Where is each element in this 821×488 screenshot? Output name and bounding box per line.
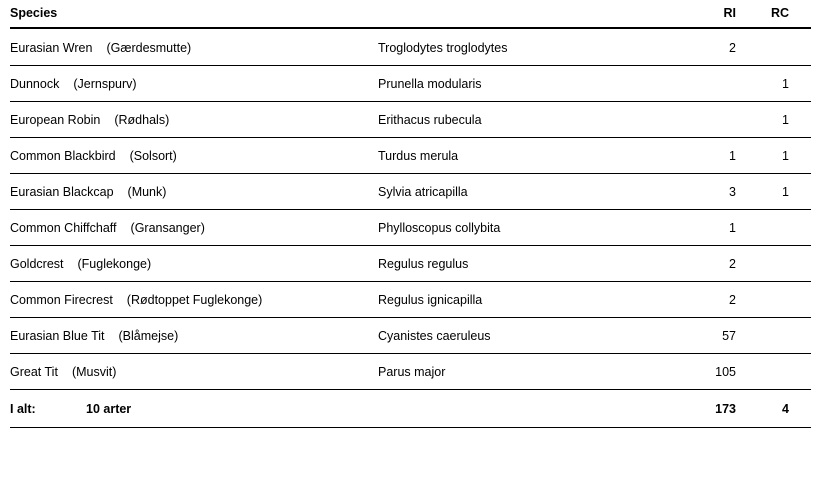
- rc-value: [748, 28, 811, 66]
- table-body: [10, 28, 811, 438]
- table-row: [10, 354, 811, 390]
- species-latin-name: Parus major: [378, 354, 678, 390]
- species-english-name: Common Firecrest: [10, 293, 113, 307]
- species-danish-name: (Rødhals): [114, 113, 170, 127]
- species-cell: [10, 210, 378, 246]
- ri-value: 2: [678, 28, 748, 66]
- column-header-ri: RI: [678, 0, 748, 28]
- species-danish-name: (Solsort): [129, 149, 177, 163]
- ri-value: [678, 66, 748, 102]
- species-english-name: Dunnock: [10, 77, 60, 91]
- total-latin: [378, 390, 678, 428]
- rc-value: 1: [748, 174, 811, 210]
- table-row: [10, 66, 811, 102]
- species-latin-name: Turdus merula: [378, 138, 678, 174]
- total-cell: [10, 390, 378, 428]
- species-danish-name: (Gærdesmutte): [106, 41, 192, 55]
- species-danish-name: (Fuglekonge): [77, 257, 152, 271]
- spacer-cell: [678, 428, 748, 439]
- species-english-name: Eurasian Wren: [10, 41, 93, 55]
- species-english-name: Eurasian Blue Tit: [10, 329, 105, 343]
- total-rc-value: 4: [748, 390, 811, 428]
- table-row: [10, 210, 811, 246]
- species-danish-name: (Blåmejse): [118, 329, 179, 343]
- rc-value: [748, 318, 811, 354]
- species-latin-name: Prunella modularis: [378, 66, 678, 102]
- species-latin-name: Sylvia atricapilla: [378, 174, 678, 210]
- species-cell: [10, 354, 378, 390]
- species-latin-name: Regulus ignicapilla: [378, 282, 678, 318]
- rc-value: [748, 210, 811, 246]
- species-english-name: Goldcrest: [10, 257, 64, 271]
- table-row: [10, 282, 811, 318]
- species-cell: [10, 138, 378, 174]
- rc-value: 1: [748, 138, 811, 174]
- ri-value: 105: [678, 354, 748, 390]
- ri-value: [678, 102, 748, 138]
- spacer-row: [10, 428, 811, 439]
- species-english-name: European Robin: [10, 113, 101, 127]
- table-row: [10, 138, 811, 174]
- table-row: [10, 28, 811, 66]
- ri-value: 1: [678, 210, 748, 246]
- species-english-name: Common Chiffchaff: [10, 221, 117, 235]
- ri-value: 57: [678, 318, 748, 354]
- rc-value: 1: [748, 102, 811, 138]
- species-latin-name: Phylloscopus collybita: [378, 210, 678, 246]
- species-table: [10, 0, 811, 438]
- column-header-species: Species: [10, 0, 378, 28]
- species-danish-name: (Musvit): [71, 365, 117, 379]
- total-ri-value: 173: [678, 390, 748, 428]
- species-cell: [10, 66, 378, 102]
- species-cell: [10, 282, 378, 318]
- species-latin-name: Erithacus rubecula: [378, 102, 678, 138]
- column-header-latin: [378, 0, 678, 28]
- rc-value: 1: [748, 66, 811, 102]
- species-english-name: Common Blackbird: [10, 149, 116, 163]
- rc-value: [748, 246, 811, 282]
- ri-value: 2: [678, 282, 748, 318]
- species-latin-name: Regulus regulus: [378, 246, 678, 282]
- total-species-count: 10 arter: [86, 402, 132, 416]
- spacer-cell: [10, 428, 378, 439]
- ri-value: 2: [678, 246, 748, 282]
- ri-value: 3: [678, 174, 748, 210]
- ri-value: 1: [678, 138, 748, 174]
- species-cell: [10, 174, 378, 210]
- species-cell: [10, 102, 378, 138]
- species-latin-name: Troglodytes troglodytes: [378, 28, 678, 66]
- species-danish-name: (Jernspurv): [73, 77, 137, 91]
- species-english-name: Great Tit: [10, 365, 58, 379]
- species-cell: [10, 246, 378, 282]
- species-danish-name: (Munk): [127, 185, 167, 199]
- species-danish-name: (Rødtoppet Fuglekonge): [126, 293, 263, 307]
- spacer-cell: [378, 428, 678, 439]
- table-row: [10, 246, 811, 282]
- species-cell: [10, 28, 378, 66]
- species-danish-name: (Gransanger): [130, 221, 205, 235]
- species-latin-name: Cyanistes caeruleus: [378, 318, 678, 354]
- rc-value: [748, 282, 811, 318]
- rc-value: [748, 354, 811, 390]
- table-row: [10, 174, 811, 210]
- total-label: I alt:: [10, 402, 36, 416]
- spacer-cell: [748, 428, 811, 439]
- table-row: [10, 318, 811, 354]
- table-row: [10, 102, 811, 138]
- header-row: [10, 0, 811, 28]
- total-row: [10, 390, 811, 428]
- species-cell: [10, 318, 378, 354]
- column-header-rc: RC: [748, 0, 811, 28]
- table-header: [10, 0, 811, 28]
- species-english-name: Eurasian Blackcap: [10, 185, 114, 199]
